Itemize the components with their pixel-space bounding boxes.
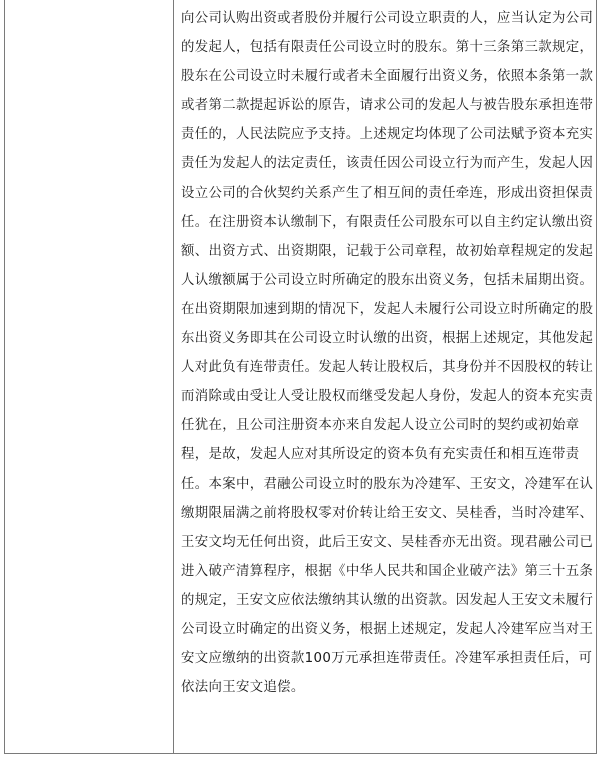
text-line: 人认缴额属于公司设立时所确定的股东出资义务，包括未届期出资。 xyxy=(181,272,594,288)
text-line: 缴期限届满之前将股权零对价转让给王安文、吴桂香，当时冷建军、 xyxy=(181,505,594,521)
text-line: 股东在公司设立时未履行或者未全面履行出资义务，依照本条第一款 xyxy=(181,69,594,85)
text-line: 或者第二款提起诉讼的原告，请求公司的发起人与被告股东承担连带 xyxy=(181,98,594,114)
text-line: 的发起人，包括有限责任公司设立时的股东。第十三条第三款规定， xyxy=(181,40,594,56)
text-line: 公司设立时确定的出资义务，根据上述规定，发起人冷建军应当对王 xyxy=(181,621,594,637)
judgment-text-block xyxy=(181,4,593,702)
text-line: 程，是故，发起人应对其所设定的资本负有充实责任和相互连带责 xyxy=(181,447,580,463)
text-line: 任。在注册资本认缴制下，有限责任公司股东可以自主约定认缴出资 xyxy=(181,214,594,230)
text-line: 东出资义务即其在公司设立时认缴的出资，根据上述规定，其他发起 xyxy=(181,331,594,347)
text-line: 责任的，人民法院应予支持。上述规定均体现了公司法赋予资本充实 xyxy=(181,127,594,143)
text-line: 王安文均无任何出资，此后王安文、吴桂香亦无出资。现君融公司已 xyxy=(181,534,594,550)
text-line: 人对此负有连带责任。发起人转让股权后，其身份并不因股权的转让 xyxy=(181,360,594,376)
text-line: 额、出资方式、出资期限，记载于公司章程，故初始章程规定的发起 xyxy=(181,243,594,259)
table-left-cell xyxy=(4,0,174,754)
text-line: 进入破产清算程序，根据《中华人民共和国企业破产法》第三十五条 xyxy=(181,563,594,579)
text-line: 在出资期限加速到期的情况下，发起人未履行公司设立时所确定的股 xyxy=(181,301,594,317)
text-line: 安文应缴纳的出资款100万元承担连带责任。冷建军承担责任后，可 xyxy=(181,651,593,667)
text-line: 责任为发起人的法定责任，该责任因公司设立行为而产生，发起人因 xyxy=(181,156,594,172)
text-line: 依法向王安文追偿。 xyxy=(181,680,305,696)
text-line: 而消除或由受让人受让股权而继受发起人身份，发起人的资本充实责 xyxy=(181,389,594,405)
text-line: 向公司认购出资或者股份并履行公司设立职责的人，应当认定为公司 xyxy=(181,11,594,26)
text-line: 任。本案中，君融公司设立时的股东为冷建军、王安文，冷建军在认 xyxy=(181,476,594,492)
text-line: 的规定，王安文应依法缴纳其认缴的出资款。因发起人王安文未履行 xyxy=(181,592,594,608)
text-line: 任犹在，且公司注册资本亦来自发起人设立公司时的契约或初始章 xyxy=(181,418,580,434)
text-line: 设立公司的合伙契约关系产生了相互间的责任牵连，形成出资担保责 xyxy=(181,185,594,201)
